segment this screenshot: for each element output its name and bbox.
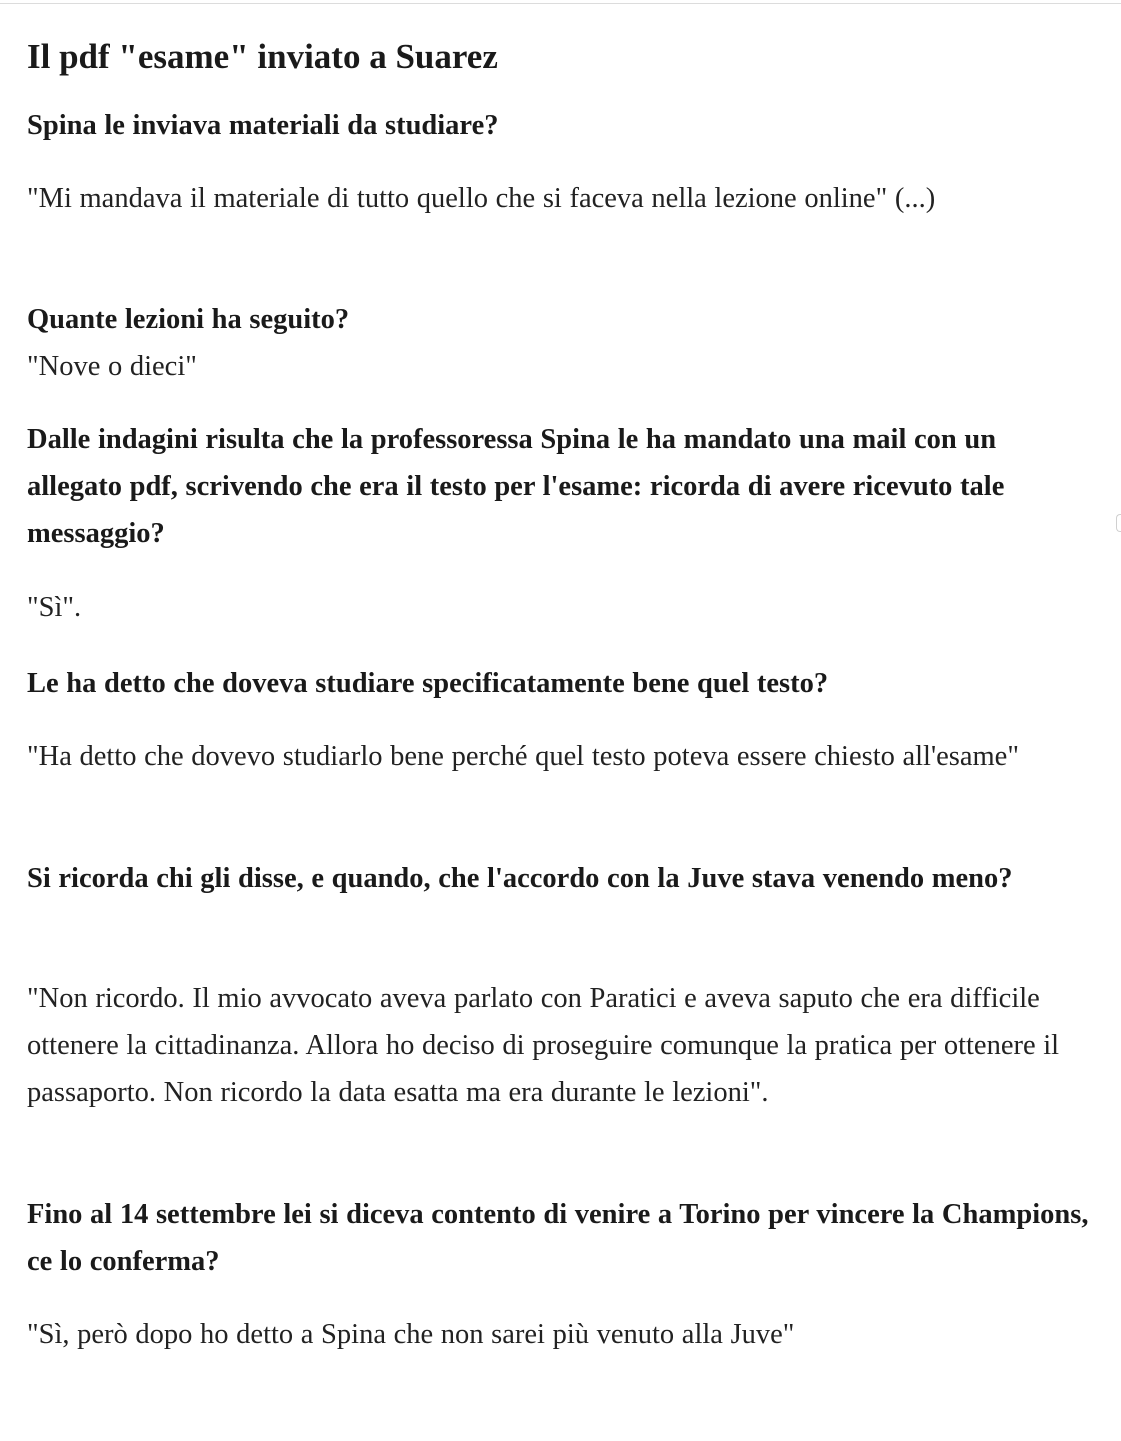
question-3: Dalle indagini risulta che la professoressa Spina le ha mandato una mail con un allegato pdf, scrivendo che era il testo per l'esame: ricorda di avere ricevuto tale messaggio? [27,424,1005,549]
answer-5: "Non ricordo. Il mio avvocato aveva parlato con Paratici e aveva saputo che era difficile ottenere la cittadinanza. Allora ho deciso di proseguire comunque la pratica per ottenere il passaporto. Non ricordo la data esatta ma era durante le lezioni". [27,983,1060,1108]
question-2: Quante lezioni ha seguito? [27,304,350,335]
question-5: Si ricorda chi gli disse, e quando, che l'accordo con la Juve stava venendo meno? [27,863,1013,894]
question-4: Le ha detto che doveva studiare specificatamente bene quel testo? [27,668,829,699]
scroll-handle[interactable] [1116,514,1121,532]
answer-2: "Nove o dieci" [27,351,197,382]
section-heading: Il pdf "esame" inviato a Suarez [27,37,498,76]
answer-3: "Sì". [27,592,82,623]
question-6: Fino al 14 settembre lei si diceva contento di venire a Torino per vincere la Champions, ce lo conferma? [27,1199,1089,1277]
top-divider [0,3,1121,4]
answer-6: "Sì, però dopo ho detto a Spina che non sarei più venuto alla Juve" [27,1319,795,1350]
answer-4: "Ha detto che dovevo studiarlo bene perché quel testo poteva essere chiesto all'esame" [27,741,1019,772]
answer-1: "Mi mandava il materiale di tutto quello che si faceva nella lezione online" (...) [27,183,936,214]
question-1: Spina le inviava materiali da studiare? [27,110,499,141]
